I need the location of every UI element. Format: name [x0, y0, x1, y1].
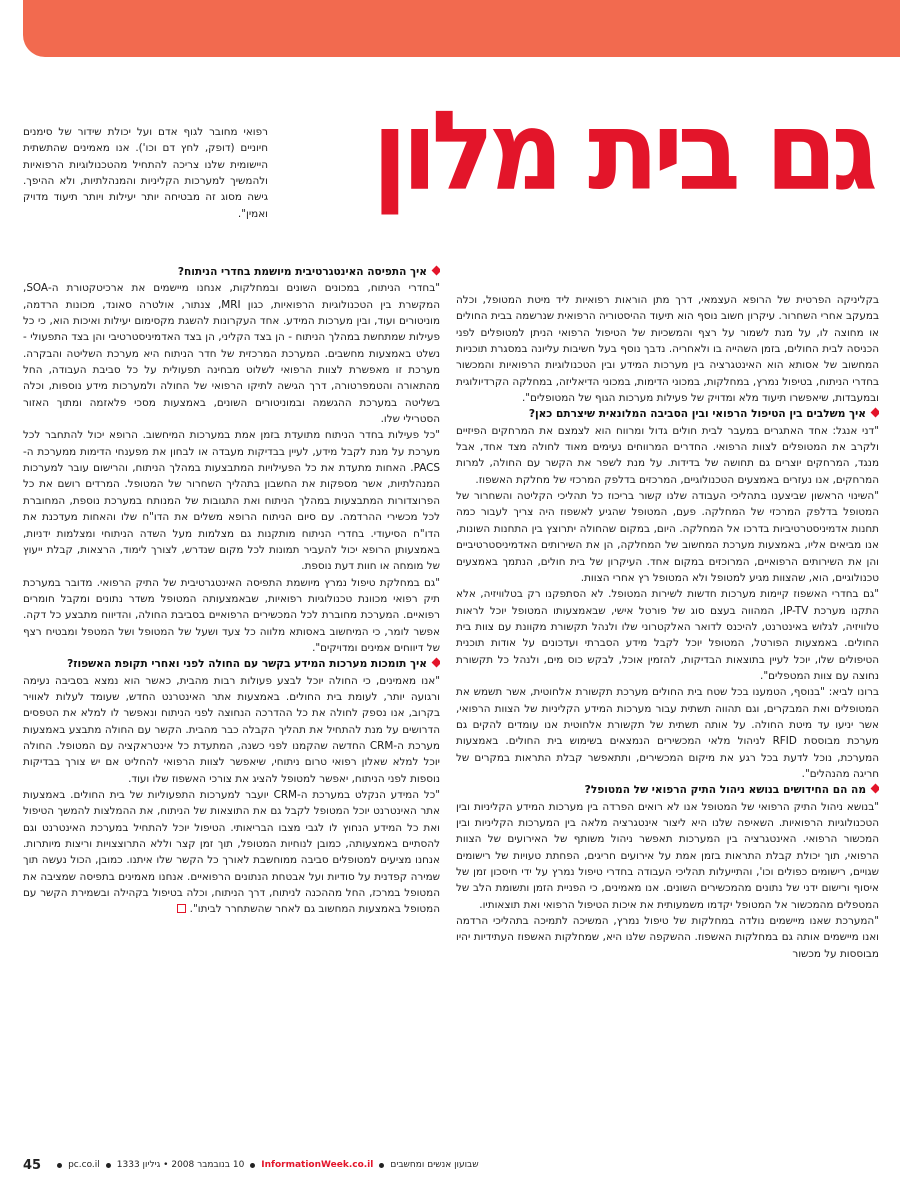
bullet-dot-icon — [57, 1163, 62, 1168]
brand-url: InformationWeek.co.il — [261, 1160, 374, 1170]
question-heading — [23, 656, 440, 672]
bullet-dot-icon — [250, 1163, 255, 1168]
body-paragraph: ברונו לביא: "בנוסף, הטמענו בכל שטח בית החולים מערכת תקשורת אלחוטית, אשר תשמש את המטופלים ואת המבקרים, וגם תהווה תשתית עבור מערכות המידע הקליניות של הצוות הרפואי, אשר יניעו עד מיטת החולה. על אותה תשתית של תקשורת אלחוטית אנו עומדים להקים גם מערכת מבוססת RFID לניהול מלאי המכשירים הנמצאים בשימוש בית החולים. באמצעות המערכת, נוכל לדעת בכל רגע את מיקום המכשירים, ותתאפשר קבלת התראות במקרים של חריגה מהנהלים". — [456, 686, 879, 780]
question-heading — [456, 782, 879, 798]
bullet-dot-icon — [106, 1163, 111, 1168]
magazine-name: שבועון אנשים ומחשבים — [390, 1160, 479, 1170]
question-heading — [456, 406, 879, 422]
body-paragraph: "גם בחדרי האשפוז קיימות מערכות חדשות לשירות המטופל. לא הסתפקנו רק בטלוויזיה, אלא התקנו מערכת IP-TV, המהווה בעצם סוג של פורטל אישי, שבאמצעותו המטופל יוכל לראות טלוויזיה, לגלוש באינטרנט, להיכנס לדואר האלקטרוני שלו ולנהל תקשורת מקוונת עם צוות בית החולים. באמצעות הפורטל, המטופל יוכל לקבל מידע הסברתי ועדכונים על אודות תוכנית הטיפולים שלו, יוכל לעיין בתוצאות הבדיקות, להזמין אוכל, לבקש כוס מים, ולנהל כל תקשורת נחוצה עם צוות המטפלים". — [456, 588, 879, 682]
body-paragraph: "בנושא ניהול התיק הרפואי של המטופל אנו לא רואים הפרדה בין מערכות המידע הקליניות ובין הטכנולוגיות הרפואיות. השאיפה שלנו היא ליצור אינטגרציה מלאה בין המערכות הקליניות ובין המכשור הרפואי. האינטגרציה בין המערכות תאפשר ניהול משותף של האירועים של הצוות הרפואי, תוך יכולת קבלת התראות בזמן אמת על אירועים חריגים, הפחתת טעויות של רישומים שגויים, רישומים כפולים וכו', והתייעלות תהליכי העבודה בחדרי טיפול נמרץ על ידי חיסכון זמן של איסוף ורישום ידני של נתונים מהמכשירים השונים. אנו מאמינים, כי הפניית הזמן ותשומת הלב של המטפלים מהמכשור אל המטופל יקדמו משמעותית את איכות הטיפול הרפואי ואת תוצאותיו. — [456, 800, 879, 911]
diamond-bullet-icon — [432, 266, 440, 276]
body-paragraph: "גם במחלקת טיפול נמרץ מיושמת התפיסה האינטגרטיבית של התיק הרפואי. מדובר במערכת תיק רפואי מכוונת טכנולוגיות רפואיות, שבאמצעותה המטופל משדר נתונים ומקבל חומרים רפואיים. המערכת מחוברת לכל המכשירים הרפואיים בסביבת החולה, והדיווח מתבצע כל דקה. אפשר לומר, כי המיחשוב באסותא מלווה כל צעד ושעל של המטופל ושל המטפל ומבטיח רצף של דיווחים אמינים ומדויקים". — [23, 576, 440, 654]
question-text: איך משלבים בין הטיפול הרפואי ובין הסביבה המלונאית שיצרתם כאן? — [528, 408, 866, 421]
page-number: 45 — [23, 1157, 42, 1173]
body-paragraph: "בחדרי הניתוח, במכונים השונים ובמחלקות, אנחנו מיישמים את ארכיטקטורת ה-SOA, המקשרת בין הטכנולוגיות הרפואיות, כגון MRI, צנתור, אולטרה סאונד, מכונות הרדמה, מוניטורים ועוד, ובין מערכות המידע. אחד העקרונות להשגת מקסימום יעילות ואיכות הוא, כי כל פעילות שמתחשת במהלך הניתוח - הן בצד הקליני, הן בצד האדמיניסטרטיבי והן בצד התפעולי - נשלט באמצעות מחשבים. המערכת המרכזית של חדר הניתוח היא מערכת השליטה והבקרה. מערכת זו מאפשרת לצוות הרפואי לשלוט מבחינה תפעולית על כל סביבת העבודה, החל מהתאורה והטמפרטורה, דרך הגישה לתיקו הרפואי של החולה ולמערכות מידע נוספות, וכלה בשליטה במערכת ההגשמה ובמוניטורים השונים, באמצעות מסכי פלאזמה ומתוך האזור הסטרילי שלו. — [23, 282, 440, 426]
diamond-bullet-icon — [871, 408, 879, 418]
body-paragraph: "דני אנגל: אחד האתגרים במעבר לבית חולים גדול ומרווח הוא לצמצם את המרחקים הפיזיים ולקרב את המטופלים לצוות הרפואי. החדרים המרווחים נעימים מאוד לחולה מצד אחד, אבל מנגד, המרחקים יוצרים גם תחושה של בדידות. על מנת לשפר את הקשר עם החולה, למרות המרחקים, אנו נעזרים באמצעים הטכנולוגיים, המרכזים בדלפק המרכזי של מחלקת האשפוז. — [456, 424, 879, 486]
body-paragraph: "כל פעילות בחדר הניתוח מתועדת בזמן אמת במערכות המיחשוב. הרופא יכול להתחבר לכל מערכת על מנת לקבל מידע, לעיין בבדיקות מעבדה או לבחון את מפענחי הדימות ממערכת ה-PACS. האחות מתעדת את כל הפעילויות המתבצעות במהלך הניתוח, והרישום עובר למערכות המנהלתיות, אשר מספקות את החשבון בתהליך השחרור של המטופל. המרדים רושם את כל הפרוצדורות המתבצעות במהלך הניתוח ואת התגובות של המנותח במערכת נוספת, המחוברת לכל מכשירי ההרדמה. עם סיום הניתוח הרופא משלים את הדו"ח שלו והאחות מעדכנת את הדו"ח הסיעודי. בחדרי הניתוח מותקנות גם מצלמות מעל השדה הניתוחי ומצלמות ידניות, באמצעותן הרופא יכול להעביר תמונות לכל מקום שנדרש, לצורך לימוד, הרצאות, קבלת ייעוץ של מומחה או חוות דעת נוספת. — [23, 429, 440, 573]
question-text: איך תומכות מערכות המידע בקשר עם החולה לפני ואחרי תקופת האשפוז? — [67, 658, 427, 671]
page-footer — [23, 1155, 879, 1175]
diamond-bullet-icon — [871, 784, 879, 794]
question-text: מה הם החידושים בנושא ניהול התיק הרפואי של המטופל? — [584, 784, 866, 797]
question-text: איך התפיסה האינטגרטיבית מיושמת בחדרי הניתוח? — [177, 266, 427, 278]
intro-column — [23, 124, 268, 264]
diamond-bullet-icon — [432, 658, 440, 668]
top-color-band — [23, 0, 900, 57]
body-paragraph: "אנו מאמינים, כי החולה יוכל לבצע פעולות רבות מהבית, כאשר הוא נמצא בסביבה נעימה ורגועה יותר, לעומת בית החולים. באמצעות אתר האינטרנט החדש, שעומד לעלות לאוויר בקרוב, אנו נספק לחולה את כל ההדרכה הנחוצה לפני הניתוח ונאפשר לו למלא את הטפסים הדרושים על מנת להתחיל את תהליך הקבלה כבר מהבית. הקשר עם החולה מתבצע באמצעות מערכת ה-CRM החדשה שהקמנו לפני כשנה, המתעדת כל אינטראקציה עם המטופל. החולה יוכל למלא שאלון רפואי טרום ניתוחי, שיאפשר לצוות הרפואי להחליט אם יש צורך בבדיקות נוספות לפני הניתוח, יאפשר למטופל להציג את צורכי האשפוז שלו ועוד. — [23, 674, 440, 785]
site-url: pc.co.il — [68, 1160, 100, 1170]
intro-paragraph: רפואי מחובר לגוף אדם ועל יכולת שידור של סימנים חיוניים (דופק, לחץ דם וכו'). אנו מאמינים שהתשתית היישומית שלנו צריכה להתחיל מהטכנולוגיות הרפואיות ולהמשיך למערכות הקליניות והמנהלתיות, ולא ההיפך. גישה מסוג זה מבטיחה יותר יעילות ויותר תיעוד מדויק ואמין". — [23, 126, 268, 220]
bullet-dot-icon — [379, 1163, 384, 1168]
headline: גם בית מלון — [372, 86, 872, 215]
issue-info: 10 בנובמבר 2008 • גיליון 1333 — [116, 1160, 245, 1170]
right-column — [456, 292, 879, 1140]
question-heading — [23, 264, 440, 280]
end-of-article-icon — [177, 904, 186, 913]
body-text: "כל המידע הנקלט במערכת ה-CRM יועבר למערכות התפעוליות של בית החולים. באמצעות אתר האינטרנט יוכל המטופל לקבל גם את התוצאות של הניתוח, את ההמלצות להמשך הטיפול ואת כל המידע הנחוץ לו לגבי מצבו הבריאותי. הטיפול יוכל להתחיל במערכת האינטרנט וגם להסתיים באמצעותה, כמובן לנוחיות המטופל, תוך זמן קצר וללא התרוצצויות וריצות מיותרות. אנחנו מציעים למטופלים סביבה ממוחשבת לאורך כל הקשר שלו איתנו. כמובן, הכול נעשה תוך שמירה קפדנית על סודיות ועל אבטחת הנתונים הרפואיים. אנחנו מאמינים בתפיסה שמציבה את המטופל במרכז, החל מההכנה לניתוח, דרך הניתוח, וכלה בטיפול בקהילה ובשמירת הקשר עם המטופל באמצעות המחשוב גם לאחר שהשתחרר לביתו". — [23, 789, 440, 916]
body-paragraph: "המערכת שאנו מיישמים נולדה במחלקות של טיפול נמרץ, המשיכה לתמיכה בתהליכי הרדמה ואנו מיישמים אותה גם במחלקות האשפוז. ההשקפה שלנו היא, שמחלקות האשפוז העתידיות יהיו מבוססות על מכשור — [456, 915, 879, 960]
left-column — [23, 264, 440, 1140]
body-paragraph: "השינוי הראשון שביצענו בתהליכי העבודה שלנו קשור בריכוז כל תהליכי הקליטה והשחרור של המטופל בדלפק המרכזי של המחלקה. פעם, המטופל שהגיע לאשפוז היה צריך לעבור כמה תחנות אדמיניסטרטיביות בדרכו אל המחלקה. היום, במקום שהחולה יתרוצץ בין התחנות השונות, אנו מביאים אליו, באמצעות מערכת המחשוב של המחלקה, הן את השירותים האדמיניסטרטיביים והן את השירותים הרפואיים, המרוכזים במקום אחד. העיקרון של בית חולים, הנתמך באמצעים טכנולוגיים, הוא, שהצוות מגיע למטופל ולא המטופל רץ אחרי הצוות. — [456, 490, 879, 584]
body-paragraph — [23, 787, 440, 918]
body-paragraph: בקליניקה הפרטית של הרופא העצמאי, דרך מתן הוראות רפואיות ליד מיטת המטופל, וכלה במעקב אחרי השחרור. עיקרון חשוב נוסף הוא תיעוד ההיסטוריה הרפואית שנרשמה בבית החולים או מחוצה לו, על מנת לשמור על רצף והמשכיות של הטיפול הרפואי הניתן למטופלים לפני הכניסה לבית החולים, בזמן השהייה בו ולאחריה. נדבך נוסף בעל חשיבות עליונה במסגרת תוכניות המחשוב של אסותא הוא האינטגרציה בין מערכות המידע ובין הטכנולוגיות הרפואיות והמכשור בחדרי הניתוח, בטיפול נמרץ, במחלקות, במכוני הדימות, במכוני הדיאליזה, במחלקה הקרדיולוגית ובמעבדות, שיאפשרו תיעוד מלא ומדויק של פעילות מערכות הגוף של המטופלים". — [456, 294, 879, 405]
